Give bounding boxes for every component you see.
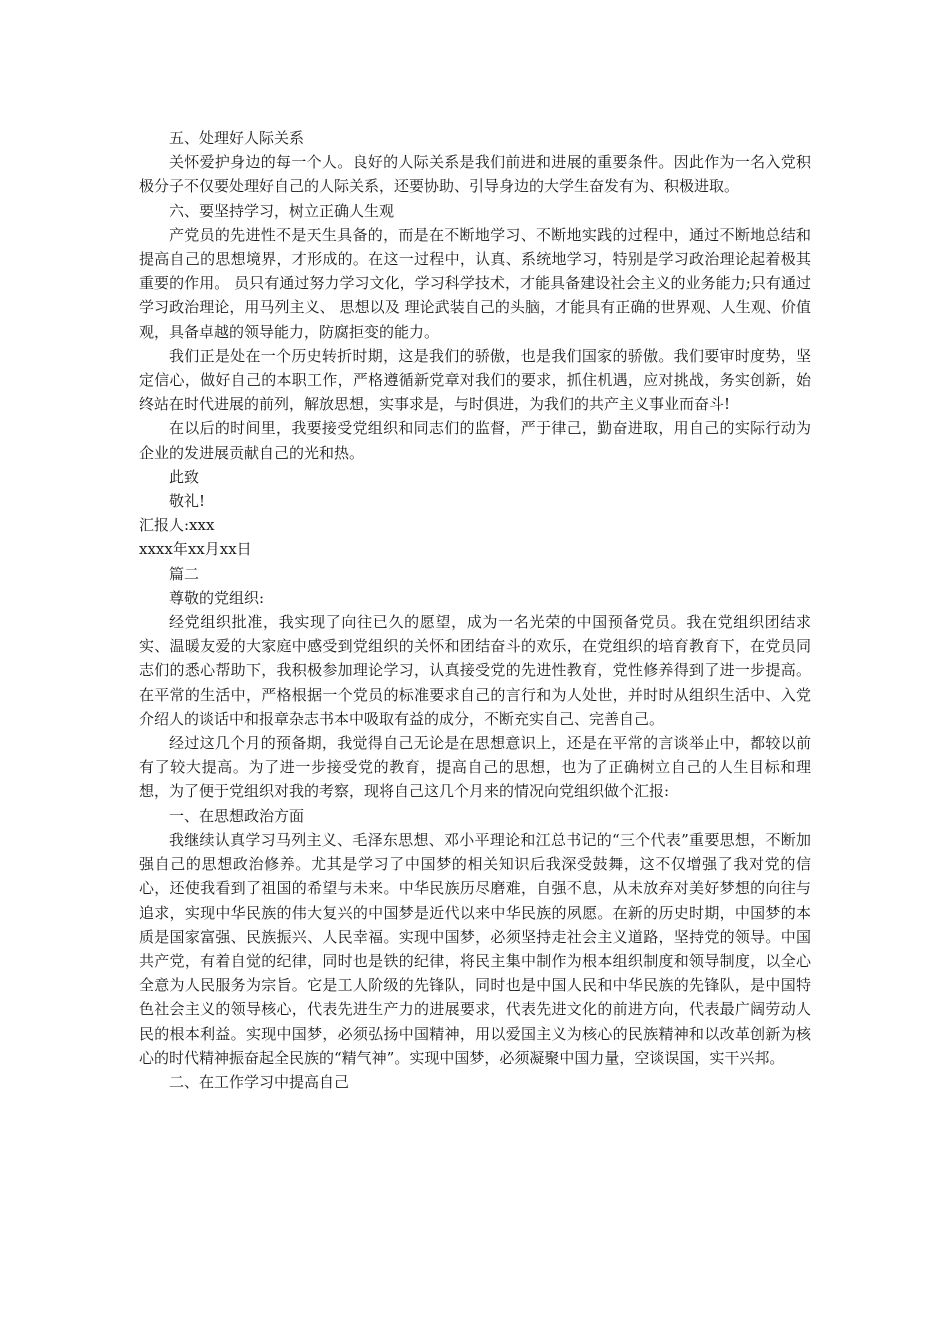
heading-section-5: 五、处理好人际关系 xyxy=(169,129,305,147)
heading-work-study: 二、在工作学习中提高自己 xyxy=(169,1072,350,1091)
reporter-name: 汇报人:xxx xyxy=(139,516,215,535)
salutation: 尊敬的党组织: xyxy=(169,588,265,607)
heading-section-6: 六、要坚持学习，树立正确人生观 xyxy=(169,201,395,220)
paragraph-history: 我们正是处在一个历史转折时期，这是我们的骄傲，也是我们国家的骄傲。我们要审时度势，坚定信心，做好自己的本职工作，严格遵循新党章对我们的要求，抓住机遇，应对挑战，务实创新，始终站在时代进展的前列，解放思想，实事求是，与时俱进，为我们的共产主义事业而奋斗! xyxy=(139,346,811,414)
heading-ideology: 一、在思想政治方面 xyxy=(169,806,305,825)
paragraph-future: 在以后的时间里，我要接受党组织和同志们的监督，严于律己，勤奋进取，用自己的实际行动为企业的发进展贡献自己的光和热。 xyxy=(139,419,811,462)
paragraph-relationships: 关怀爱护身边的每一个人。良好的人际关系是我们前进和进展的重要条件。因此作为一名入党积极分子不仅要处理好自己的人际关系，还要协助、引导身边的大学生奋发有为、积极进取。 xyxy=(139,153,811,196)
paragraph-study: 产党员的先进性不是天生具备的，而是在不断地学习、不断地实践的过程中，通过不断地总结和提高自己的思想境界，才形成的。在这一过程中，认真、系统地学习，特别是学习政治理论起着极其重要的作用。 员只有通过努力学习文化，学习科学技术，才能具备建设社会主义的业务能力;只有通过学习政治理论，用马列主义、 思想以及 理论武装自己的头脑，才能具有正确的世界观、人生观、价值观，具备卓越的领导能力，防腐拒变的能力。 xyxy=(139,225,811,341)
paragraph-probation: 经过这几个月的预备期，我觉得自己无论是在思想意识上，还是在平常的言谈举止中，都较以前有了较大提高。为了进一步接受党的教育，提高自己的思想，也为了正确树立自己的人生目标和理想，为了便于党组织对我的考察，现将自己这几个月来的情况向党组织做个汇报: xyxy=(139,734,811,801)
paragraph-approval: 经党组织批准，我实现了向往已久的愿望，成为一名光荣的中国预备党员。我在党组织团结求实、温暖友爱的大家庭中感受到党组织的关怀和团结奋斗的欢乐，在党组织的培育教育下，在党员同志们的悉心帮助下，我积极参加理论学习，认真接受党的先进性教育，党性修养得到了进一步提高。在平常的生活中，严格根据一个党员的标准要求自己的言行和为人处世，并时时从组织生活中、入党介绍人的谈话中和报章杂志书本中吸取有益的成分，不断充实自己、完善自己。 xyxy=(139,613,811,728)
closing-cizhi: 此致 xyxy=(169,467,200,486)
paragraph-chinese-dream: 我继续认真学习马列主义、毛泽东思想、邓小平理论和江总书记的“三个代表”重要思想，不断加强自己的思想政治修养。尤其是学习了中国梦的相关知识后我深受鼓舞，这不仅增强了我对党的信心，还使我看到了祖国的希望与未来。中华民族历尽磨难，自强不息，从未放弃对美好梦想的向往与追求，实现中华民族的伟大复兴的中国梦是近代以来中华民族的夙愿。在新的历史时期，中国梦的本质是国家富强、民族振兴、人民幸福。实现中国梦，必须坚持走社会主义道路，坚持党的领导。中国共产党，有着自觉的纪律，同时也是铁的纪律，将民主集中制作为根本组织制度和领导制度，以全心全意为人民服务为宗旨。它是工人阶级的先锋队，同时也是中国人民和中华民族的先锋队，是中国特色社会主义的领导核心，代表先进生产力的进展要求，代表先进文化的前进方向，代表最广阔劳动人民的根本利益。实现中国梦，必须弘扬中国精神，用以爱国主义为核心的民族精神和以改革创新为核心的时代精神振奋起全民族的“精气神”。实现中国梦，必须凝聚中国力量，空谈误国，实干兴邦。 xyxy=(139,830,811,1067)
closing-jingli: 敬礼! xyxy=(169,492,206,511)
document-body xyxy=(139,126,811,1094)
report-date: xxxx年xx月xx日 xyxy=(139,540,252,559)
heading-part-two: 篇二 xyxy=(169,564,200,583)
